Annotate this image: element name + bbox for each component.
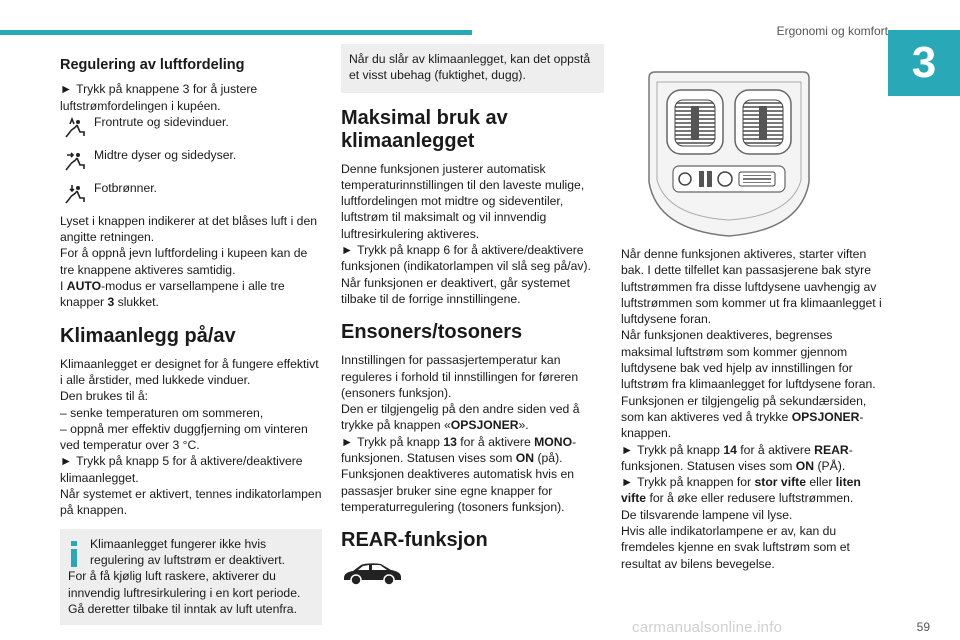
column-right xyxy=(621,52,883,572)
car-silhouette-icon xyxy=(341,560,403,586)
info-text: Klimaanlegget fungerer ikke hvis regulering av luftstrøm er deaktivert. xyxy=(90,536,286,567)
airflow-option-center xyxy=(60,147,322,180)
airflow-option-label: Frontrute og sidevinduer. xyxy=(94,114,229,129)
heading-zones: Ensoners/tosoners xyxy=(341,321,523,344)
airflow-option-feet xyxy=(60,180,322,213)
footwell-airflow-icon xyxy=(60,180,90,208)
paragraph: Funksjonen deaktiveres automatisk hvis en passasjer bruker sine egne knapper for temperaturregulering (tosoners funksjon). xyxy=(341,467,575,514)
airflow-option-label: Fotbrønner. xyxy=(94,180,157,195)
airflow-option-label: Midtre dyser og sidedyser. xyxy=(94,147,237,162)
chapter-number-tab: 3 xyxy=(888,30,960,96)
center-vents-airflow-icon xyxy=(60,147,90,175)
paragraph: Klimaanlegget er designet for å fungere effektivt i alle årstider, med lukkede vinduer. xyxy=(60,356,319,387)
list-item: – senke temperaturen om sommeren, xyxy=(60,405,264,420)
airflow-option-windscreen xyxy=(60,114,322,147)
windscreen-airflow-icon xyxy=(60,114,90,142)
instruction-step: ► Trykk på knapp 13 for å aktivere MONO-funksjonen. Statusen vises som ON (på). xyxy=(341,434,577,466)
paragraph: Når funksjonen deaktiveres, begrenses maksimal luftstrøm som kommer gjennom luftdysene bak ved hjelp av innstillingen for luftstrøm fra klimaanlegget for luftdysene foran. xyxy=(621,328,876,392)
arrow-right-icon: ► xyxy=(341,243,354,258)
watermark: carmanualsonline.info xyxy=(632,619,783,636)
instruction-step: ► Trykk på knapp 6 for å aktivere/deaktivere funksjonen (indikatorlampen vil slå seg på/av). xyxy=(341,243,591,274)
arrow-right-icon: ► xyxy=(621,475,634,490)
arrow-right-icon: ► xyxy=(60,454,73,469)
column-left xyxy=(60,52,322,625)
heading-rear-function: REAR-funksjon xyxy=(341,529,488,552)
paragraph: Når funksjonen er deaktivert, går systemet tilbake til de forrige innstillingene. xyxy=(341,275,570,306)
header-accent-bar xyxy=(0,30,472,35)
arrow-right-icon: ► xyxy=(60,82,73,97)
paragraph: Hvis alle indikatorlampene er av, kan du fremdeles kjenne en svak luftstrøm som et resultat av bilens bevegelse. xyxy=(621,524,850,571)
paragraph: Lyset i knappen indikerer at det blåses luft i den angitte retningen. xyxy=(60,213,317,245)
heading-max-ac: Maksimal bruk av klimaanlegget xyxy=(341,106,508,152)
note-box: Når du slår av klimaanlegget, kan det oppstå et visst ubehag (fuktighet, dugg). xyxy=(341,44,604,93)
paragraph: Funksjonen er tilgjengelig på sekundærsiden, som kan aktiveres ved å trykke OPSJONER-knappen. xyxy=(621,393,867,441)
column-middle xyxy=(341,52,604,586)
page-number: 59 xyxy=(916,620,930,634)
instruction-step: ► Trykk på knapp 5 for å aktivere/deaktivere klimaanlegget. xyxy=(60,454,303,485)
instruction-step: ► Trykk på knapp 14 for å aktivere REAR-funksjonen. Statusen vises som ON (PÅ). xyxy=(621,442,853,473)
instruction-step: ► Trykk på knappene 3 for å justere luftstrømfordelingen i kupéen. xyxy=(60,82,258,113)
info-text: For å få kjølig luft raskere, aktiverer du innvendig luftresirkulering i en kort periode. Gå deretter tilbake til inntak av luft utenfra. xyxy=(68,569,301,616)
paragraph: Når systemet er aktivert, tennes indikatorlampen på knappen. xyxy=(60,487,322,518)
paragraph: Når denne funksjonen aktiveres, starter viften bak. I dette tilfellet kan passasjerene bak styre luftstrømmen fra disse luftdysene uavhengig av luftstrømmen som kommer ut fra klimaanlegget i luftdysene foran. xyxy=(621,247,882,327)
list-item: – oppnå mer effektiv duggfjerning om vinteren ved temperatur over 3 °C. xyxy=(60,421,308,453)
paragraph: De tilsvarende lampene vil lyse. xyxy=(621,507,793,522)
arrow-right-icon: ► xyxy=(621,442,634,457)
paragraph: For å oppnå jevn luftfordeling i kupeen kan de tre knappene aktiveres samtidig. xyxy=(60,246,308,277)
info-box xyxy=(60,529,322,625)
info-icon xyxy=(68,541,80,567)
paragraph: Innstillingen for passasjertemperatur kan reguleres i forhold til innstillingen for føreren (ensoners funksjon). xyxy=(341,353,579,400)
rear-vent-panel-illustration xyxy=(645,70,813,240)
section-title: Ergonomi og komfort xyxy=(776,24,888,38)
heading-air-distribution: Regulering av luftfordeling xyxy=(60,57,245,73)
paragraph: Denne funksjonen justerer automatisk temperaturinnstillingen til den laveste mulige, luftfordelingen mot midtre og sideventiler, luftstrøm til maksimalt og vil innvendig luftresirkulering aktiveres. xyxy=(341,161,585,241)
paragraph: Den er tilgjengelig på den andre siden ved å trykke på knappen «OPSJONER». xyxy=(341,402,580,433)
instruction-step: ► Trykk på knappen for stor vifte eller liten vifte for å øke eller redusere luftstrømmen. xyxy=(621,475,861,506)
arrow-right-icon: ► xyxy=(341,434,354,449)
heading-air-conditioning: Klimaanlegg på/av xyxy=(60,324,236,347)
paragraph-auto-mode: I AUTO-modus er varsellampene i alle tre knapper 3 slukket. xyxy=(60,279,285,310)
paragraph: Den brukes til å: xyxy=(60,389,149,404)
